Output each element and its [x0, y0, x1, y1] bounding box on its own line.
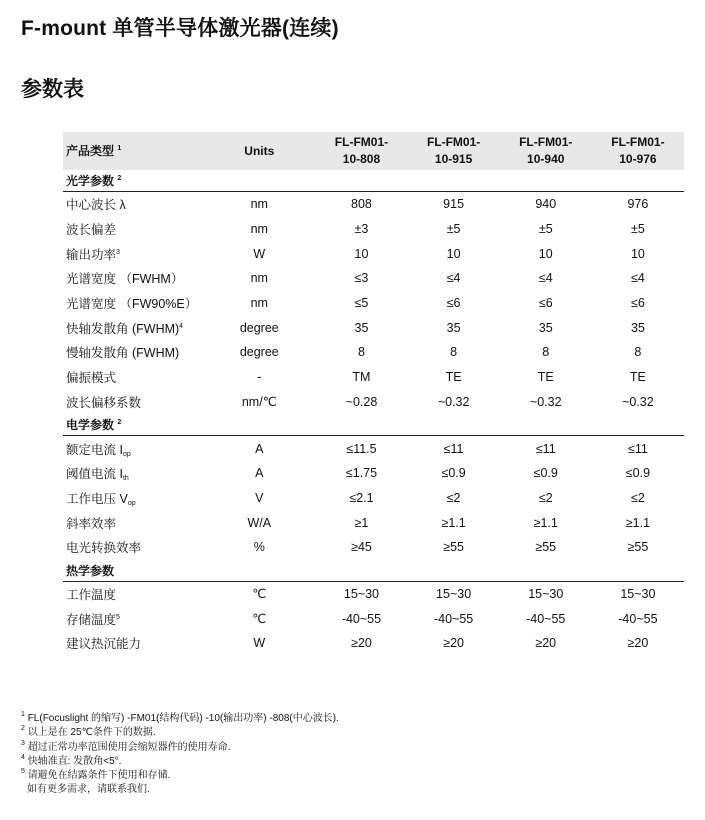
- footnote-text: 以上是在 25℃条件下的数据.: [27, 727, 156, 739]
- param-value: ≤6: [538, 296, 553, 311]
- header-model-line1: FL-FM01-: [611, 135, 665, 149]
- param-value: 10: [630, 246, 645, 261]
- param-name: 中心波长 λ: [66, 198, 126, 213]
- param-value: 35: [538, 320, 553, 335]
- param-name: 波长偏移系数: [66, 395, 142, 410]
- param-value: ≥55: [535, 540, 557, 555]
- header-model-line2: 10-808: [342, 152, 381, 166]
- param-name-cell: [63, 390, 203, 415]
- header-model: [408, 132, 500, 170]
- footnote: [21, 712, 339, 726]
- param-name-cell: [63, 365, 203, 390]
- footnote: [21, 755, 339, 769]
- table-row: [63, 390, 684, 415]
- param-subscript: th: [122, 475, 129, 483]
- header-product-note: 1: [117, 144, 122, 152]
- param-name: 电光转换效率: [66, 541, 142, 556]
- table-row: [63, 631, 684, 656]
- footnote: [21, 741, 339, 755]
- table-header-row: [63, 132, 684, 170]
- param-value: ≥20: [351, 636, 372, 651]
- param-subscript: op: [127, 499, 136, 507]
- param-value: ≤11: [443, 441, 464, 456]
- param-value: ≥55: [443, 540, 464, 555]
- table-row: [63, 365, 684, 390]
- section-row: [63, 414, 684, 436]
- param-value: ≥20: [535, 636, 557, 651]
- param-value: ≥1.1: [441, 515, 466, 530]
- param-unit: ℃: [252, 587, 267, 602]
- footnote-mark: 2: [21, 725, 25, 733]
- param-value: 35: [446, 320, 461, 335]
- param-name: 偏振模式: [66, 371, 117, 386]
- param-value: ≤0.9: [441, 466, 466, 481]
- param-value: TM: [352, 370, 371, 385]
- header-product-type: [63, 132, 203, 170]
- section-name: 电学参数: [66, 418, 115, 433]
- param-name: 输出功率: [66, 247, 117, 262]
- param-value: ~0.32: [437, 394, 470, 409]
- param-unit: %: [253, 540, 265, 555]
- section-title: 参数表: [21, 78, 84, 101]
- param-value: ≤2: [538, 490, 553, 505]
- param-unit: V: [255, 490, 264, 505]
- param-value: ≤5: [354, 296, 369, 311]
- param-value: 10: [538, 246, 553, 261]
- param-value: 8: [357, 345, 365, 360]
- param-name-cell: [63, 340, 203, 365]
- footnote: [21, 769, 339, 783]
- param-value: ~0.32: [529, 394, 562, 409]
- param-value: -40~55: [526, 611, 566, 626]
- footnote-mark: 5: [21, 768, 25, 776]
- param-value: ≤11: [535, 441, 556, 456]
- param-value: 10: [354, 246, 369, 261]
- param-value: ±5: [631, 222, 645, 237]
- param-value: 35: [630, 320, 645, 335]
- param-value: -40~55: [341, 611, 382, 626]
- contact-note: 如有更多需求，请联系我们.: [27, 784, 150, 796]
- header-model: [315, 132, 407, 170]
- section-name: 热学参数: [66, 563, 115, 578]
- param-value: ≤11.5: [346, 441, 377, 456]
- param-value: ~0.32: [622, 394, 654, 409]
- table-row: [63, 486, 684, 511]
- param-value: ≤2: [631, 490, 645, 505]
- param-unit: -: [257, 370, 262, 385]
- param-unit: nm: [250, 271, 268, 286]
- param-value: 915: [443, 197, 465, 212]
- param-value: 15~30: [343, 586, 380, 601]
- param-value: ≤6: [446, 296, 461, 311]
- param-name: 快轴发散角 (FWHM): [66, 321, 180, 336]
- param-name-cell: [63, 510, 203, 535]
- param-superscript: 3: [116, 248, 120, 256]
- param-value: -40~55: [618, 611, 658, 626]
- param-value: ≤4: [446, 271, 461, 286]
- param-value: ≥20: [627, 636, 649, 651]
- header-product-label: 产品类型: [66, 143, 115, 158]
- param-name: 建议热沉能力: [66, 637, 142, 652]
- footnote-mark: 4: [21, 753, 25, 761]
- param-unit: W: [253, 636, 266, 651]
- param-name: 阈值电流 I: [66, 467, 123, 482]
- footnote: [21, 726, 339, 740]
- param-value: 976: [627, 197, 649, 212]
- param-name-cell: [63, 535, 203, 560]
- param-unit: degree: [239, 345, 279, 360]
- footnote-text: 快轴准直: 发散角<5°.: [27, 755, 122, 767]
- param-value: ~0.28: [345, 394, 378, 409]
- param-value: ≤0.9: [533, 466, 558, 481]
- param-value: ≥20: [443, 636, 464, 651]
- section-row: [63, 170, 684, 192]
- table-body: [63, 170, 684, 656]
- section-header: [63, 560, 684, 582]
- header-model-line1: FL-FM01-: [519, 135, 573, 149]
- param-value: ≥45: [351, 540, 372, 555]
- param-name: 光谱宽度 （FWHM）: [66, 272, 184, 287]
- param-name: 波长偏差: [66, 223, 117, 238]
- table-row: [63, 510, 684, 535]
- param-unit: A: [255, 466, 264, 481]
- param-value: ≥1: [354, 515, 369, 530]
- param-value: 808: [351, 197, 372, 212]
- section-note: 2: [117, 419, 122, 427]
- table-row: [63, 291, 684, 316]
- param-name: 额定电流 I: [66, 442, 123, 457]
- param-value: 940: [535, 197, 557, 212]
- header-model: [500, 132, 592, 170]
- table-row: [63, 217, 684, 242]
- param-name-cell: [63, 606, 203, 631]
- header-model-line2: 10-976: [619, 152, 657, 166]
- header-model-line1: FL-FM01-: [426, 135, 481, 149]
- section-row: [63, 560, 684, 582]
- param-superscript: 4: [179, 322, 184, 330]
- param-value: ≥1.1: [625, 515, 651, 530]
- table-row: [63, 535, 684, 560]
- table-row: [63, 241, 684, 266]
- param-unit: W: [253, 246, 266, 261]
- param-value: 15~30: [528, 586, 564, 601]
- param-unit: A: [255, 441, 264, 456]
- param-name-cell: [63, 192, 203, 217]
- param-unit: W/A: [247, 515, 272, 530]
- param-unit: nm/℃: [241, 395, 277, 410]
- param-value: 8: [634, 345, 642, 360]
- param-unit: nm: [250, 222, 268, 237]
- param-value: ≤4: [631, 271, 645, 286]
- param-value: ±5: [538, 222, 553, 237]
- param-subscript: op: [122, 450, 131, 458]
- param-name: 存储温度: [66, 612, 117, 627]
- table-row: [63, 606, 684, 631]
- page-title: F-mount 单管半导体激光器(连续): [21, 17, 339, 40]
- param-value: TE: [629, 370, 646, 385]
- section-name: 光学参数: [66, 174, 115, 188]
- table-row: [63, 581, 684, 606]
- param-name-cell: [63, 217, 203, 242]
- param-name-cell: [63, 631, 203, 656]
- param-unit: degree: [239, 320, 279, 335]
- param-value: TE: [445, 370, 462, 385]
- param-value: ≥55: [627, 540, 649, 555]
- param-value: ≤6: [631, 296, 645, 311]
- param-value: 10: [446, 246, 461, 261]
- parameter-table: [63, 132, 684, 656]
- param-value: ≤11: [627, 441, 648, 456]
- table-row: [63, 461, 684, 486]
- param-value: ≤2.1: [349, 490, 374, 505]
- param-value: ≤4: [538, 271, 553, 286]
- param-name-cell: [63, 266, 203, 291]
- header-model-line2: 10-915: [434, 152, 473, 166]
- param-value: 8: [450, 345, 458, 360]
- param-value: TE: [537, 370, 554, 385]
- param-value: ±3: [354, 222, 369, 237]
- param-name-cell: [63, 486, 203, 511]
- header-units: Units: [244, 143, 275, 158]
- table-row: [63, 340, 684, 365]
- section-note: 2: [117, 175, 122, 182]
- param-name-cell: [63, 436, 203, 461]
- table-row: [63, 315, 684, 340]
- param-value: 15~30: [436, 586, 472, 601]
- param-name: 斜率效率: [66, 516, 117, 531]
- param-name-cell: [63, 315, 203, 340]
- param-value: -40~55: [433, 611, 474, 626]
- table-row: [63, 436, 684, 461]
- param-value: ≤2: [446, 490, 461, 505]
- param-name: 慢轴发散角 (FWHM): [66, 346, 180, 361]
- footnote-text: 超过正常功率范围使用会缩短器件的使用寿命.: [27, 741, 231, 753]
- param-value: 8: [542, 345, 550, 360]
- param-value: 15~30: [620, 586, 656, 601]
- param-unit: ℃: [252, 612, 267, 627]
- header-model-line1: FL-FM01-: [334, 135, 389, 149]
- param-name-cell: [63, 241, 203, 266]
- param-value: 35: [354, 320, 369, 335]
- footnote-mark: 1: [21, 711, 25, 718]
- param-name-cell: [63, 461, 203, 486]
- param-unit: nm: [250, 197, 268, 212]
- param-name: 光谱宽度 （FW90%E）: [66, 297, 198, 312]
- param-value: ≤0.9: [625, 466, 651, 481]
- param-superscript: 5: [116, 613, 120, 621]
- param-name: 工作温度: [66, 587, 117, 602]
- table-row: [63, 192, 684, 217]
- param-unit: nm: [250, 296, 268, 311]
- param-value: ≤3: [354, 271, 369, 286]
- table-row: [63, 266, 684, 291]
- param-value: ±5: [446, 222, 461, 237]
- param-name: 工作电压 V: [66, 491, 128, 506]
- param-value: ≥1.1: [533, 515, 558, 530]
- param-value: ≤1.75: [345, 466, 378, 481]
- param-name-cell: [63, 581, 203, 606]
- header-model-line2: 10-940: [527, 152, 565, 166]
- param-name-cell: [63, 291, 203, 316]
- section-header: [63, 414, 684, 436]
- footnote-text: FL(Focuslight 的缩写) -FM01(结构代码) -10(输出功率) -808(中心波长).: [27, 713, 339, 724]
- footnote-text: 请避免在结露条件下使用和存储.: [27, 770, 171, 782]
- footnotes: [21, 712, 339, 798]
- footnote-mark: 3: [21, 739, 25, 747]
- section-header: [63, 170, 684, 192]
- header-model: [592, 132, 684, 170]
